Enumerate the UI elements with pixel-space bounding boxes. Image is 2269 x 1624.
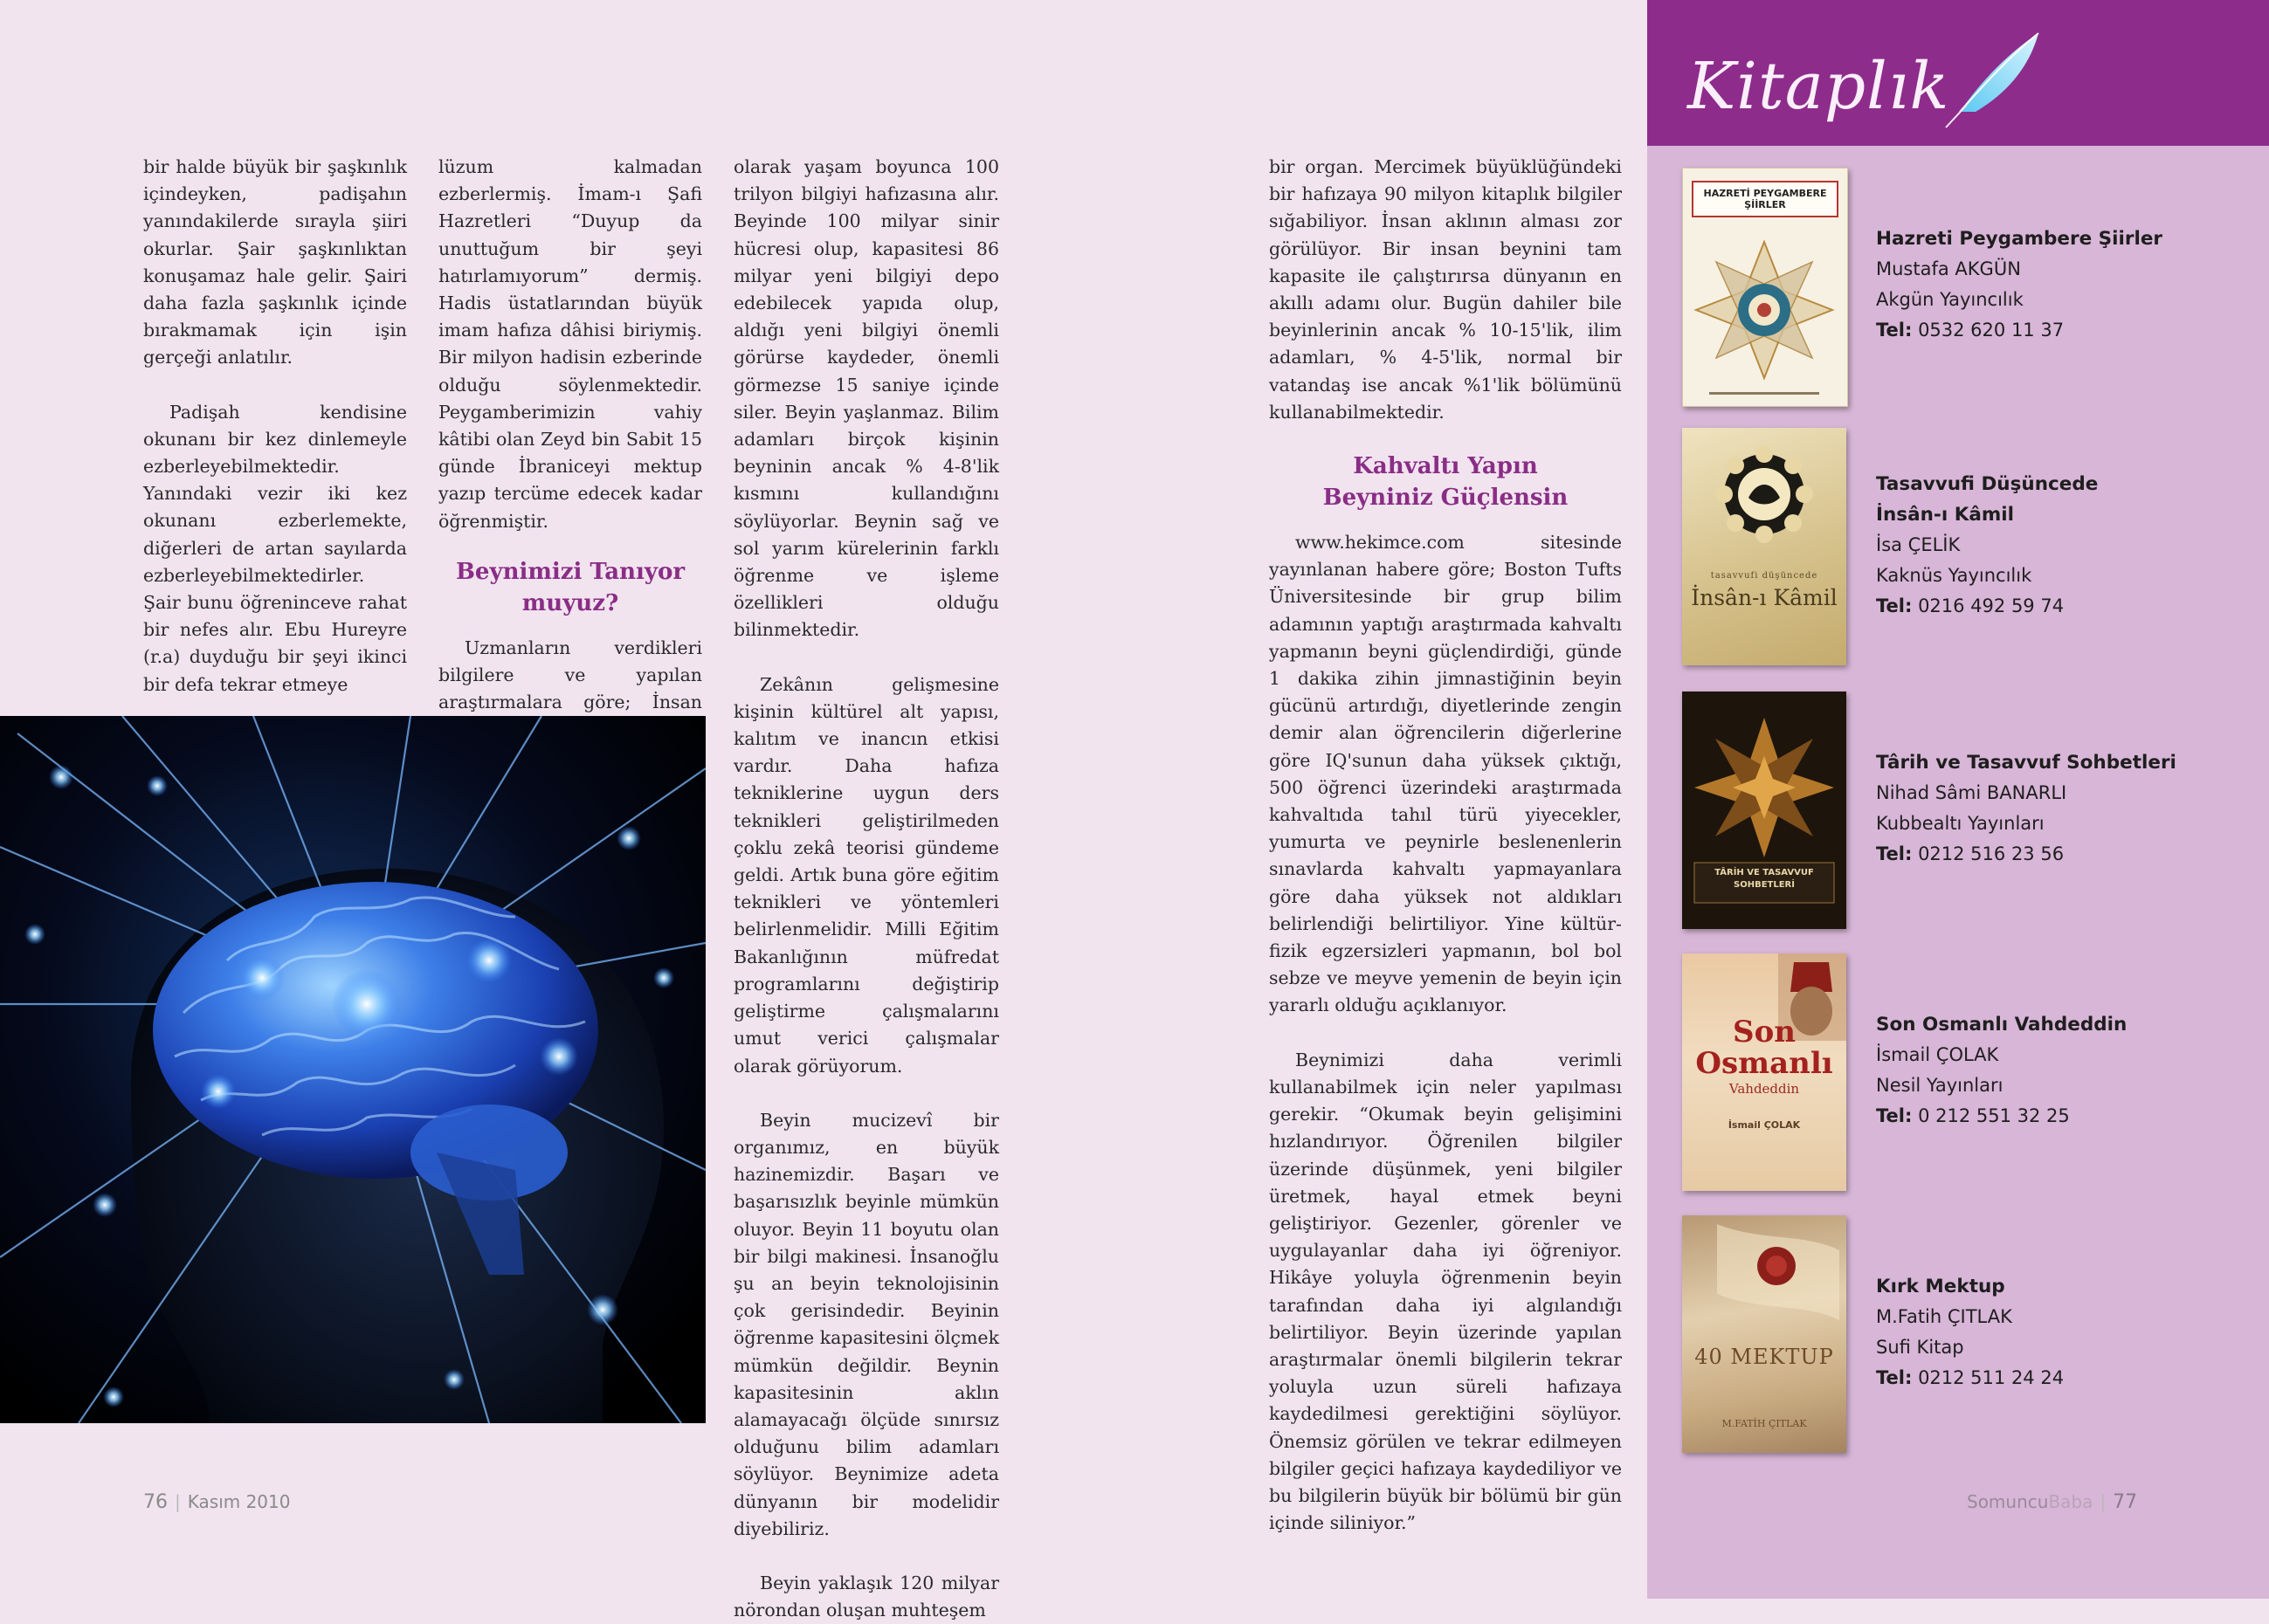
book-info bbox=[1876, 747, 2243, 870]
left-col-3 bbox=[734, 154, 999, 1624]
cover-author: İsmail ÇOLAK bbox=[1728, 1119, 1801, 1131]
left-page bbox=[0, 0, 1134, 1621]
book-phone: Tel: 0 212 551 32 25 bbox=[1876, 1105, 2070, 1126]
paragraph: olarak yaşam boyunca 100 trilyon bilgiyi hafızasına alır. Beyinde 100 milyar sinir hücresi olup, kapasitesi 86 milyar yeni bilgiyi depo edebilecek yapıda olup, aldığı yeni bilgiyi önemli görürse kaydeder, önemli görmezse 15 saniye içinde siler. Beyin yaşlanmaz. Bilim adamları birçok kişinin beyninin ancak % 4-8'lik kısmını kullandığını söylüyorlar. Beynin sağ ve sol yarım kürelerinin farklı öğrenme ve işleme özellikleri olduğu bilinmektedir. bbox=[734, 156, 999, 641]
book-title: Son Osmanlı Vahdeddin bbox=[1876, 1014, 2128, 1036]
book-cover bbox=[1682, 428, 1846, 665]
book-author: İsa ÇELİK bbox=[1876, 534, 1961, 555]
cover-text: SOHBETLERİ bbox=[1734, 880, 1795, 890]
book-sidebar bbox=[1647, 0, 2269, 1599]
section-heading: Beynimizi Tanıyor muyuz? bbox=[455, 558, 686, 616]
issue-date: Kasım 2010 bbox=[187, 1491, 291, 1512]
book-author: Mustafa AKGÜN bbox=[1876, 258, 2021, 279]
cover-text: Son Osmanlı bbox=[1695, 1015, 1833, 1081]
cover-text: Vahdeddin bbox=[1728, 1081, 1800, 1097]
book-publisher: Sufi Kitap bbox=[1876, 1337, 1964, 1358]
right-col-1 bbox=[1269, 154, 1622, 1537]
book-publisher: Nesil Yayınları bbox=[1876, 1075, 2003, 1096]
page-number: 77 bbox=[2113, 1491, 2138, 1513]
book-phone: Tel: 0212 511 24 24 bbox=[1876, 1367, 2065, 1388]
paragraph: bir organ. Mercimek büyüklüğündeki bir hafızaya 90 milyon kitaplık bilgiler sığabiliyor. İnsan aklının alması zor görülüyor. Bir insan beynini tam kapasite ile çalıştırırsa dünyanın en akıllı adamı olur. Bugün dahiler bile beyinlerinin ancak % 10-15'lik, ilim adamları, % 4-5'lik, normal bir vatandaş ise ancak %1'lik bölümünü kullanabilmektedir. bbox=[1269, 156, 1622, 423]
brand-name: Baba bbox=[2048, 1491, 2093, 1512]
book-author: İsmail ÇOLAK bbox=[1876, 1044, 1999, 1065]
book-cover bbox=[1682, 1215, 1846, 1453]
book-info bbox=[1876, 1009, 2243, 1132]
book-publisher: Kubbealtı Yayınları bbox=[1876, 813, 2045, 834]
paragraph: Beyin mucizevî bir organımız, en büyük hazinemizdir. Başarı ve başarısızlık beyinle mümkün oluyor. Beyin 11 boyutu olan bir bilgi makinesi. İnsanoğlu şu an beyin teknolojisinin çok gerisindedir. Beyinin öğrenme kapasitesini ölçmek mümkün değildir. Beynin kapasitesinin aklın alamayacağı ölçüde sınırsız olduğunu bilim adamları söylüyor. Beynimize adeta dünyanın bir modelidir diyebiliriz. bbox=[734, 1109, 999, 1539]
book-cover bbox=[1682, 953, 1846, 1191]
book-info bbox=[1876, 469, 2243, 622]
cover-text: TÂRİH VE TASAVVUF bbox=[1714, 868, 1814, 877]
book-author: M.Fatih ÇITLAK bbox=[1876, 1306, 2012, 1327]
cover-text: HAZRETİ PEYGAMBERE bbox=[1703, 188, 1827, 199]
book-title: Hazreti Peygambere Şiirler bbox=[1876, 228, 2163, 250]
paragraph: www.hekimce.com sitesinde yayınlanan habere göre; Boston Tufts Üniversitesinde bir grup bilim adamının yaptığı araştırmada kahvaltı yapmanın beyni güçlendirdiği, günde 1 dakika zihin jimnastiğinin beyin gücünü artırdığı, diyetlerinde zengin demir alan öğrencilerin diğerlerine göre IQ'sunun daha yüksek çıktığı, 500 öğrenci üzerindeki araştırmada kahvaltıda tahıl türü yiyecekler, yumurta ve peynirle beslenenlerin sınavlarda kahvaltı yapmayanlara göre daha yüksek not aldıkları belirlendiği belirtiliyor. Yine kültür-fizik egzersizleri yapmanın, bol bol sebze ve meyve yemenin de beyin için yararlı olduğu açıklanıyor. bbox=[1269, 532, 1622, 1016]
paragraph: bir halde büyük bir şaşkınlık içindeyken, padişahın yanındakilerde sırayla şiiri okurlar. Şair şaşkınlıktan konuşamaz hale gelir. Şairi daha fazla şaşkınlık içinde bırakmamak için işin gerçeği anlatılır. bbox=[143, 156, 407, 368]
book-info bbox=[1876, 224, 2243, 346]
sidebar-banner bbox=[1647, 0, 2269, 146]
left-col-2 bbox=[438, 154, 702, 744]
book-publisher: Akgün Yayıncılık bbox=[1876, 289, 2024, 310]
book-cover bbox=[1682, 168, 1848, 407]
paragraph: Uzmanların verdikleri bilgilere ve yapılan araştırmalara göre; İnsan bbox=[438, 637, 702, 713]
paragraph: Zekânın gelişmesine kişinin kültürel alt yapısı, kalıtım ve inancın etkisi vardır. Daha hafıza tekniklerine uygun ders teknikleri geliştirilmeden çoklu zekâ teorisi gündeme geldi. Artık buna göre eğitim teknikleri ve yöntemleri belirlenmelidir. Milli Eğitim Bakanlığının müfredat programlarını değiştirip geliştirme çalışmalarını umut verici çalışmalar olarak görüyorum. bbox=[734, 673, 999, 1077]
book-phone: Tel: 0216 492 59 74 bbox=[1876, 595, 2065, 616]
paragraph: Beyin yaklaşık 120 milyar nörondan oluşan muhteşem bbox=[734, 1572, 999, 1621]
cover-text: M.FATİH ÇITLAK bbox=[1721, 1418, 1807, 1429]
left-col-1 bbox=[143, 154, 407, 698]
book-info bbox=[1876, 1271, 2243, 1393]
paragraph: lüzum kalmadan ezberlermiş. İmam-ı Şafi Hazretleri “Duyup da unuttuğum bir şeyi hatırlamıyorum” dermiş. Hadis üstatlarından büyük imam hafıza dâhisi biriymiş. Bir milyon hadisin ezberinde olduğu söylenmektedir. Peygamberimizin vahiy kâtibi olan Zeyd bin Sabit 15 günde İbraniceyi mektup yazıp tercüme edecek kadar öğrenmiştir. bbox=[438, 156, 702, 532]
book-author: Nihad Sâmi BANARLI bbox=[1876, 782, 2067, 803]
brand-name: Somuncu bbox=[1967, 1491, 2049, 1512]
cover-text: İnsân-ı Kâmil bbox=[1691, 585, 1838, 610]
book-phone: Tel: 0532 620 11 37 bbox=[1876, 320, 2065, 341]
brain-illustration bbox=[0, 716, 706, 1423]
cover-text: 40 MEKTUP bbox=[1694, 1345, 1834, 1369]
cover-text: ŞİİRLER bbox=[1744, 199, 1786, 210]
book-cover bbox=[1682, 692, 1846, 929]
book-title: Târih ve Tasavvuf Sohbetleri bbox=[1876, 752, 2176, 774]
book-publisher: Kaknüs Yayıncılık bbox=[1876, 565, 2032, 586]
book-title: Tasavvufi Düşüncede İnsân-ı Kâmil bbox=[1876, 473, 2099, 526]
book-phone: Tel: 0212 516 23 56 bbox=[1876, 843, 2065, 864]
paragraph: Padişah kendisine okunanı bir kez dinlemeyle ezberleyebilmektedir. Yanındaki vezir iki kez okunanı ezberlemekte, diğerleri de artan sayılarda ezberleyebilmektedirler. Şair bunu öğreninceve rahat bir nefes alır. Ebu Hureyre (r.a) duyduğu bir şeyi ikinci bir defa tekrar etmeye bbox=[143, 401, 407, 695]
cover-text: tasavvufi düşüncede bbox=[1710, 571, 1818, 581]
page-folio-left: 76 | Kasım 2010 bbox=[143, 1491, 291, 1513]
sidebar-title: Kitaplık bbox=[1687, 49, 1950, 124]
feather-quill-icon bbox=[1941, 28, 2045, 133]
section-heading: Kahvaltı Yapın Beyniniz Güçlensin bbox=[1322, 453, 1569, 512]
page-folio-right: SomuncuBaba | 77 bbox=[1967, 1491, 2138, 1513]
book-title: Kırk Mektup bbox=[1876, 1276, 2005, 1297]
page-number: 76 bbox=[143, 1491, 168, 1513]
paragraph: Beynimizi daha verimli kullanabilmek için neler yapılması gerekir. “Okumak beyin gelişimini hızlandırıyor. Öğrenilen bilgiler üzerinde düşünmek, yeni bilgiler üretmek, hayal etmek beyni geliştiriyor. Gezenler, görenler ve uygulayanlar daha iyi öğreniyor. Hikâye yoluyla öğrenmenin beyin tarafından daha iyi algılandığı belirtiliyor. Beyin üzerinde yapılan araştırmalar önemli bilgilerin tekrar yoluyla uzun süreli hafızaya kaydedilmesi gerektiğini söylüyor. Önemsiz görülen ve tekrar edilmeyen bilgiler geçici hafızaya kaydediliyor ve bu bilgilerin büyük bir bölümü bir gün içinde siliniyor.” bbox=[1269, 1049, 1622, 1534]
